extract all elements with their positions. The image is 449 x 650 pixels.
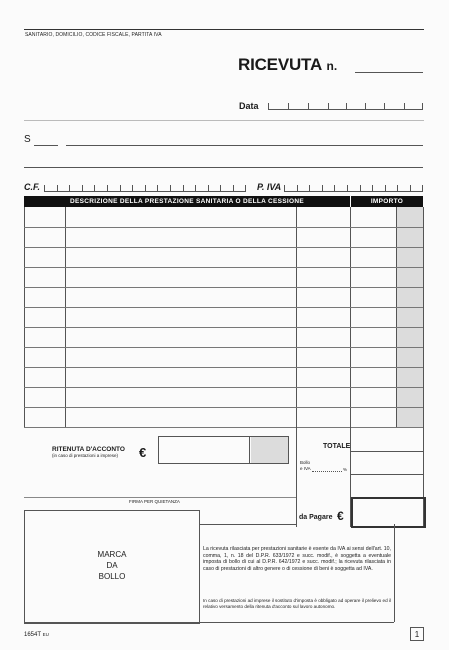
date-label: Data	[239, 101, 259, 111]
cf-field[interactable]	[44, 179, 246, 192]
recipient-name-field[interactable]	[66, 145, 423, 146]
receipt-title-block	[238, 55, 337, 75]
table-row-line	[24, 287, 423, 288]
table-row-line	[24, 247, 423, 248]
date-field[interactable]	[268, 97, 423, 110]
signature-field[interactable]	[200, 524, 296, 525]
withholding-label: RITENUTA D'ACCONTO	[52, 446, 125, 453]
description-header-text: DESCRIZIONE DELLA PRESTAZIONE SANITARIA O DELLA CESSIONE	[70, 198, 304, 205]
receipt-number-label: n.	[326, 59, 338, 73]
amount-header-text: IMPORTO	[370, 198, 404, 205]
table-row-line	[24, 307, 423, 308]
table-row-line	[24, 367, 423, 368]
product-code	[24, 632, 49, 638]
stamp-box-line3: BOLLO	[98, 572, 126, 581]
total-to-pay-field[interactable]	[351, 497, 426, 528]
amount-decimal-shading	[396, 207, 423, 427]
product-code-number: 1654T	[24, 632, 41, 638]
legal-notice-vat: La ricevuta rilasciata per prestazioni sanitarie è esente da IVA ai sensi dell'art. 10, comma, 1, n. 18 del D.P.R. 633/1972 e succ. modif., è soggetta a eventuale imposta di bollo di cui al D.P.R. 642/1972 e succ. modif.; la ricevuta rilasciata in caso di prestazioni di altro genere o di cessione di beni è soggetta ad IVA.	[203, 546, 391, 572]
to-pay-currency: €	[337, 509, 344, 523]
issuer-line: SANITARIO, DOMICILIO, CODICE FISCALE, PARTITA IVA	[25, 32, 162, 38]
revenue-stamp-box	[24, 510, 200, 624]
total-label: TOTALE	[323, 443, 351, 450]
divider-rule	[24, 120, 424, 121]
recipient-name-field-short[interactable]	[34, 145, 58, 146]
amount-column-header	[351, 196, 423, 207]
piva-label: P. IVA	[257, 182, 282, 192]
table-row-line	[24, 327, 423, 328]
stamp-box-line2: DA	[106, 561, 118, 570]
table-row-line	[24, 387, 423, 388]
withholding-sublabel: (in caso di prestazioni a imprese)	[52, 453, 119, 458]
stamp-label: Bollo	[300, 460, 311, 465]
withholding-amount-field[interactable]	[158, 436, 289, 464]
withholding-block	[52, 446, 125, 459]
page-number: 1	[414, 629, 420, 639]
signature-rule	[24, 497, 296, 498]
iva-label: e IVA	[300, 465, 311, 471]
stamp-box-line1: MARCA	[97, 550, 127, 559]
description-column-header	[24, 196, 350, 207]
cf-label: C.F.	[24, 182, 41, 192]
legal-notice-withholding: In caso di prestazioni ad imprese il sostituto d'imposta è obbligato ad operare il prelievo ed il relativo versamento della ritenuta d'acconto sul lavoro autonomo.	[203, 598, 391, 609]
stamp-iva-label	[300, 460, 311, 471]
product-code-suffix: EU	[42, 632, 49, 637]
percent-sign: %	[343, 467, 348, 472]
table-row-line	[24, 227, 423, 228]
piva-field[interactable]	[284, 179, 423, 192]
table-row-line	[24, 347, 423, 348]
table-row-line	[24, 407, 423, 408]
signature-label: FIRMA PER QUIETANZA	[129, 499, 180, 504]
table-row-line	[24, 427, 423, 428]
to-pay-label: da Pagare	[299, 514, 333, 521]
top-rule	[24, 29, 424, 30]
receipt-title: RICEVUTA	[238, 55, 323, 74]
table-row-line	[24, 267, 423, 268]
recipient-address-field[interactable]	[24, 167, 423, 168]
recipient-prefix: S	[24, 134, 31, 145]
page-number-box	[410, 627, 424, 641]
receipt-number-field[interactable]	[355, 72, 423, 73]
withholding-currency: €	[139, 445, 147, 460]
